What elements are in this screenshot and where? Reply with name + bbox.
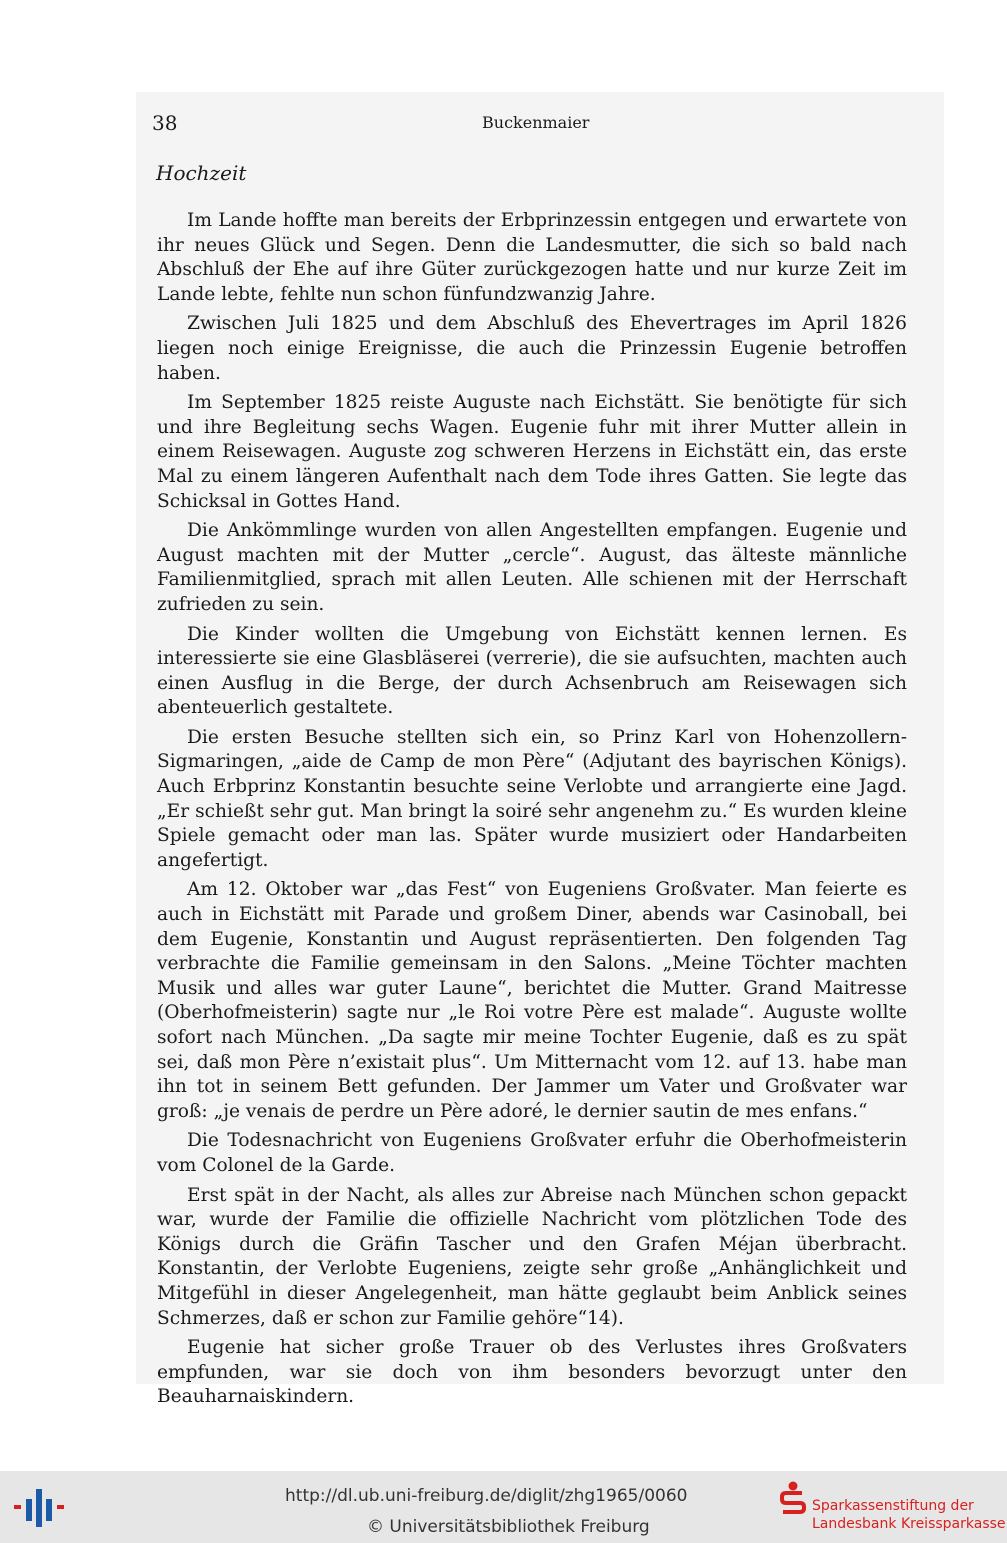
page-number: 38 [152,111,178,135]
ub-freiburg-logo-icon[interactable] [14,1485,64,1529]
section-heading: Hochzeit [156,161,247,185]
paragraph: Im Lande hoffte man bereits der Erbprinzessin entgegen und erwartete von ihr neues Glück und Segen. Denn die Landesmutter, die sich so bald nach Abschluß der Ehe auf ihre Güter zurückgezogen hatte und nur kurze Zeit im Lande lebte, fehlte nun schon fünfundzwanzig Jahre. [157,210,907,305]
paragraph: Erst spät in der Nacht, als alles zur Abreise nach München schon gepackt war, wurde der Familie die offizielle Nachricht vom plötzlichen Tode des Königs durch die Gräfin Tascher und den Grafen Méjan überbracht. Konstantin, der Verlobte Eugeniens, zeigte sehr große „Anhänglichkeit und Mitgefühl in dieser Angelegenheit, man hätte geglaubt beim Anblick seines Schmerzes, daß er schon zur Familie gehöre“14). [157,1184,907,1329]
paragraph: Die Ankömmlinge wurden von allen Angestellten empfangen. Eugenie und August machten mit der Mutter „cercle“. August, das älteste männliche Familienmitglied, sprach mit allen Leuten. Alle schienen mit der Herrschaft zufrieden zu sein. [157,520,907,615]
sponsor-name-line1: Sparkassenstiftung der [812,1498,974,1514]
running-head: Buckenmaier [482,113,590,132]
paragraph: Die ersten Besuche stellten sich ein, so Prinz Karl von Hohenzollern-Sigmaringen, „aide de Camp de mon Père“ (Adjutant des bayrischen Königs). Auch Erbprinz Konstantin besuchte seine Verlobte und arrangierte eine Jagd. „Er schießt sehr gut. Man bringt la soiré sehr angenehm zu.“ Es wurden kleine Spiele gemacht oder man las. Später wurde musiziert oder Handarbeiten angefertigt. [157,726,907,871]
sparkasse-s-icon [780,1481,806,1515]
paragraph: Zwischen Juli 1825 und dem Abschluß des Ehevertrages im April 1826 liegen noch einige Ereignisse, die auch die Prinzessin Eugenie betroffen haben. [157,313,907,384]
paragraph: Im September 1825 reiste Auguste nach Eichstätt. Sie benötigte für sich und ihre Begleitung sechs Wagen. Eugenie fuhr mit ihrer Mutter allein in einem Reisewagen. Auguste zog schweren Herzens in Eichstätt ein, das erste Mal zu einem längeren Aufenthalt nach dem Tode ihres Gatten. Sie legte das Schicksal in Gottes Hand. [157,392,907,512]
body-text [157,209,907,1415]
copyright-notice: © Universitätsbibliothek Freiburg [367,1517,650,1537]
paragraph: Am 12. Oktober war „das Fest“ von Eugeniens Großvater. Man feierte es auch in Eichstätt mit Parade und großem Diner, abends war Casinoball, bei dem Eugenie, Konstantin und August repräsentierten. Den folgenden Tag verbrachte die Familie gemeinsam in den Salons. „Meine Töchter machten Musik und alles war guter Laune“, berichtet die Mutter. Grand Maitresse (Oberhofmeisterin) sagte nur „le Roi votre Père est malade“. Auguste wollte sofort nach München. „Da sagte mir meine Tochter Eugenie, daß es zu spät sei, daß mon Père n’existait plus“. Um Mitternacht vom 12. auf 13. habe man ihn tot in seinem Bett gefunden. Der Jammer um Vater und Großvater war groß: „je venais de perdre un Père adoré, le dernier sautin de mes enfans.“ [157,879,907,1122]
viewer-footer [0,1471,1007,1543]
permalink-url[interactable]: http://dl.ub.uni-freiburg.de/diglit/zhg1965/0060 [285,1486,688,1506]
paragraph: Die Kinder wollten die Umgebung von Eichstätt kennen lernen. Es interessierte sie eine Glasbläserei (verrerie), die sie aufsuchten, machten auch einen Ausflug in die Berge, der durch Achsenbruch am Reisewagen sich abenteuerlich gestaltete. [157,623,907,719]
paragraph: Die Todesnachricht von Eugeniens Großvater erfuhr die Oberhofmeisterin vom Colonel de la Garde. [157,1130,907,1176]
sponsor-name-line2: Landesbank Kreissparkasse [812,1516,1006,1532]
paragraph: Eugenie hat sicher große Trauer ob des Verlustes ihres Großvaters empfunden, war sie doch von ihm besonders bevorzugt unter den Beauharnaiskindern. [157,1337,907,1408]
